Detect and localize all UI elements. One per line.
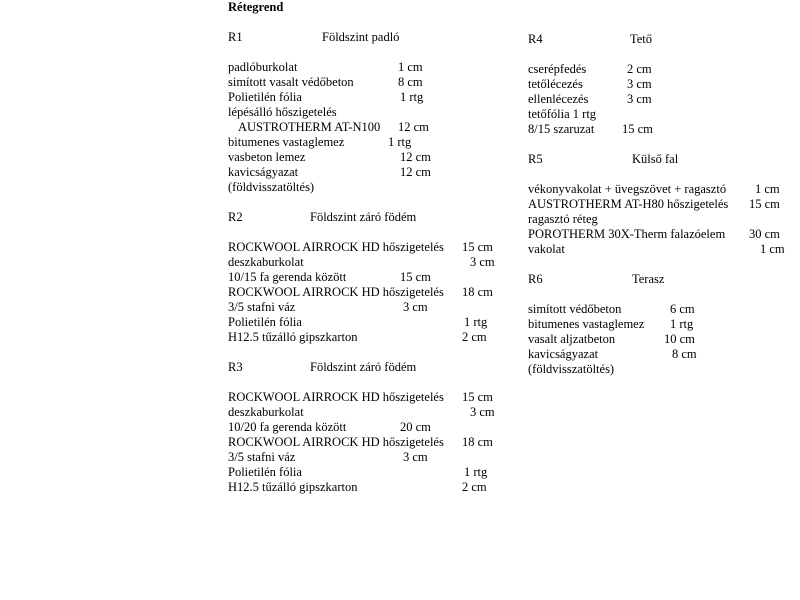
layer-label: (földvisszatöltés)	[228, 180, 315, 194]
layer-label: ROCKWOOL AIRROCK HD hőszigetelés	[228, 285, 444, 299]
layer-label: AUSTROTHERM AT-H80 hőszigetelés	[528, 197, 729, 211]
section-name-r4: Tető	[630, 32, 653, 46]
layer-value: 10 cm	[664, 332, 695, 346]
section-name-r6: Terasz	[632, 272, 665, 286]
layer-label: vakolat	[528, 242, 565, 256]
layer-value: 12 cm	[398, 120, 429, 134]
layer-label: deszkaburkolat	[228, 405, 304, 419]
layer-label: kavicságyazat	[528, 347, 599, 361]
layer-label: AUSTROTHERM AT-N100	[238, 120, 381, 134]
layer-label: Polietilén fólia	[228, 90, 302, 104]
layer-value: 15 cm	[622, 122, 653, 136]
layer-label: vékonyvakolat + üvegszövet + ragasztó	[528, 182, 727, 196]
layer-value: 12 cm	[400, 165, 431, 179]
layer-value: 18 cm	[462, 435, 493, 449]
layer-value: 20 cm	[400, 420, 431, 434]
layer-value: 3 cm	[627, 77, 652, 91]
section-name-r5: Külső fal	[632, 152, 679, 166]
layer-label: cserépfedés	[528, 62, 587, 76]
layer-value: 12 cm	[400, 150, 431, 164]
layer-value: 15 cm	[749, 197, 780, 211]
layer-label: tetőlécezés	[528, 77, 583, 91]
layer-value: 1 rtg	[400, 90, 424, 104]
layer-label: 10/20 fa gerenda között	[228, 420, 347, 434]
layer-value: 1 rtg	[388, 135, 412, 149]
layer-value: 3 cm	[627, 92, 652, 106]
section-code-r6: R6	[528, 272, 543, 286]
layer-label: ellenlécezés	[528, 92, 589, 106]
layer-label: ROCKWOOL AIRROCK HD hőszigetelés	[228, 390, 444, 404]
layer-label: H12.5 tűzálló gipszkarton	[228, 330, 358, 344]
layer-label: padlóburkolat	[228, 60, 298, 74]
layer-label: ragasztó réteg	[528, 212, 598, 226]
layer-label: 3/5 stafni váz	[228, 300, 296, 314]
layer-value: 18 cm	[462, 285, 493, 299]
layer-value: 1 cm	[398, 60, 423, 74]
section-code-r4: R4	[528, 32, 543, 46]
layer-label: 10/15 fa gerenda között	[228, 270, 347, 284]
layer-value: 1 rtg	[464, 315, 488, 329]
layer-label: (földvisszatöltés)	[528, 362, 615, 376]
layer-value: 3 cm	[470, 405, 495, 419]
layer-value: 30 cm	[749, 227, 780, 241]
section-code-r2: R2	[228, 210, 243, 224]
section-code-r5: R5	[528, 152, 543, 166]
layer-value: 3 cm	[403, 300, 428, 314]
layer-label: ROCKWOOL AIRROCK HD hőszigetelés	[228, 435, 444, 449]
layer-label: ROCKWOOL AIRROCK HD hőszigetelés	[228, 240, 444, 254]
document-title: Rétegrend	[228, 0, 284, 14]
layer-label: bitumenes vastaglemez	[228, 135, 345, 149]
layer-value: 15 cm	[462, 390, 493, 404]
layer-label: Polietilén fólia	[228, 465, 302, 479]
section-code-r3: R3	[228, 360, 243, 374]
layer-label: 3/5 stafni váz	[228, 450, 296, 464]
layer-value: 2 cm	[462, 480, 487, 494]
layer-value: 1 rtg	[670, 317, 694, 331]
layer-value: 6 cm	[670, 302, 695, 316]
layer-value: 3 cm	[470, 255, 495, 269]
layer-value: 8 cm	[398, 75, 423, 89]
layer-value: 2 cm	[627, 62, 652, 76]
section-name-r3: Földszint záró födém	[310, 360, 417, 374]
layer-value: 3 cm	[403, 450, 428, 464]
layer-value: 15 cm	[462, 240, 493, 254]
layer-label: deszkaburkolat	[228, 255, 304, 269]
section-code-r1: R1	[228, 30, 243, 44]
layer-label: tetőfólia 1 rtg	[528, 107, 597, 121]
layer-label: vasbeton lemez	[228, 150, 306, 164]
layer-value: 15 cm	[400, 270, 431, 284]
section-name-r2: Földszint záró födém	[310, 210, 417, 224]
layer-label: simított vasalt védőbeton	[228, 75, 354, 89]
layer-value: 1 rtg	[464, 465, 488, 479]
layer-label: kavicságyazat	[228, 165, 299, 179]
layer-value: 1 cm	[755, 182, 780, 196]
layer-label: vasalt aljzatbeton	[528, 332, 616, 346]
layer-value: 8 cm	[672, 347, 697, 361]
layer-value: 1 cm	[760, 242, 785, 256]
layer-label: bitumenes vastaglemez	[528, 317, 645, 331]
layer-label: Polietilén fólia	[228, 315, 302, 329]
layer-label: POROTHERM 30X-Therm falazóelem	[528, 227, 726, 241]
layer-label: H12.5 tűzálló gipszkarton	[228, 480, 358, 494]
section-name-r1: Földszint padló	[322, 30, 400, 44]
layer-label: lépésálló hőszigetelés	[228, 105, 337, 119]
layer-label: 8/15 szaruzat	[528, 122, 595, 136]
layer-value: 2 cm	[462, 330, 487, 344]
layer-label: simított védőbeton	[528, 302, 622, 316]
